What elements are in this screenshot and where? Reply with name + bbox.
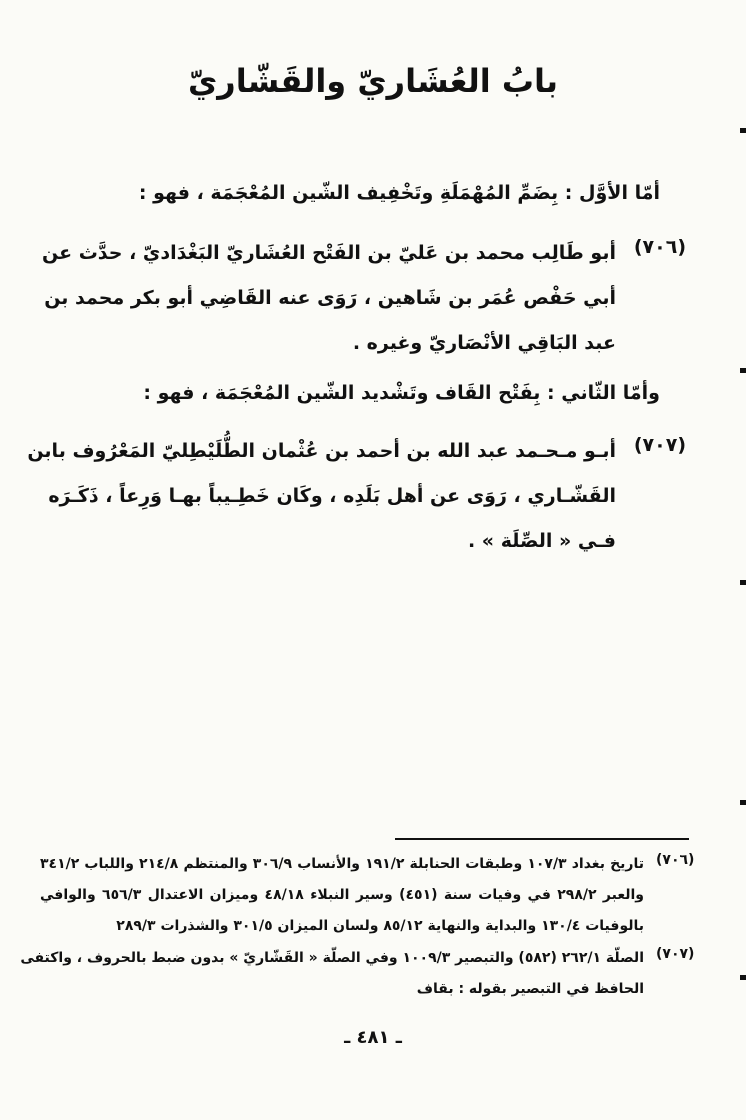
footnote-text: [20, 946, 644, 1008]
scan-edge-mark: [740, 368, 746, 373]
entry-number: (٧٠٧): [633, 434, 686, 456]
entry-line: أبـو مـحـمد عبد الله بن أحمد بن عُثْمان الطُّلَيْطِليّ المَعْرُوف بابن: [27, 440, 616, 462]
page-number: ـ ٤٨١ ـ: [344, 1027, 402, 1048]
footnote-text: [40, 852, 644, 945]
footnote-number: (٧٠٧): [656, 946, 695, 962]
scan-edge-mark: [740, 580, 746, 585]
chapter-title: بابُ العُشَاريّ والقَشّاريّ: [187, 62, 559, 100]
entry-line: فـي « الصِّلَة » .: [467, 530, 616, 552]
footnote-line: الصلّة ٢٦٢/١ (٥٨٢) والتبصير ١٠٠٩/٣ وفي الصلّة « القَشّاريّ » بدون ضبط بالحروف ، واكتفى: [20, 950, 644, 966]
footnote-line: الحافظ في التبصير بقوله : بقاف: [416, 981, 644, 997]
scan-edge-mark: [740, 975, 746, 980]
entry-text: [27, 434, 616, 569]
footnote-line: بالوفيات ١٣٠/٤ والبداية والنهاية ٨٥/١٢ ولسان الميزان ٣٠١/٥ والشذرات ٢٨٩/٣: [116, 918, 644, 934]
entry-number: (٧٠٦): [633, 236, 686, 258]
second-form-intro: وأمّا الثّاني : بِفَتْح القَاف وتَشْديد الشّين المُعْجَمَة ، فهو :: [143, 382, 660, 404]
footnote-separator: [395, 838, 689, 840]
entry-text: [42, 236, 616, 371]
scan-edge-mark: [740, 800, 746, 805]
entry-line: القَشّـاري ، رَوَى عن أهل بَلَدِه ، وكَان خَطِـيباً بهـا وَرِعاً ، ذَكَـرَه: [48, 485, 616, 507]
footnote-line: والعبر ٢٩٨/٢ في وفيات سنة (٤٥١) وسير النبلاء ٤٨/١٨ وميزان الاعتدال ٦٥٦/٣ والوافي: [40, 887, 645, 903]
footnote-line: تاريخ بغداد ١٠٧/٣ وطبقات الحنابلة ١٩١/٢ والأنساب ٣٠٦/٩ والمنتظم ٢١٤/٨ واللباب ٣٤١/٢: [40, 856, 644, 872]
entry-line: أبو طَالِب محمد بن عَليّ بن الفَتْح العُشَاريّ البَغْدَاديّ ، حدَّث عن: [42, 242, 616, 264]
footnote-number: (٧٠٦): [656, 852, 695, 868]
scan-edge-mark: [740, 128, 746, 133]
entry-line: أبي حَفْص عُمَر بن شَاهين ، رَوَى عنه القَاضِي أبو بكر محمد بن: [44, 287, 616, 309]
first-form-intro: أمّا الأوَّل : بِضَمِّ المُهْمَلَةِ وتَخْفِيف الشّين المُعْجَمَة ، فهو :: [138, 182, 660, 204]
entry-line: عبد البَاقِي الأنْصَاريّ وغيره .: [352, 332, 616, 354]
